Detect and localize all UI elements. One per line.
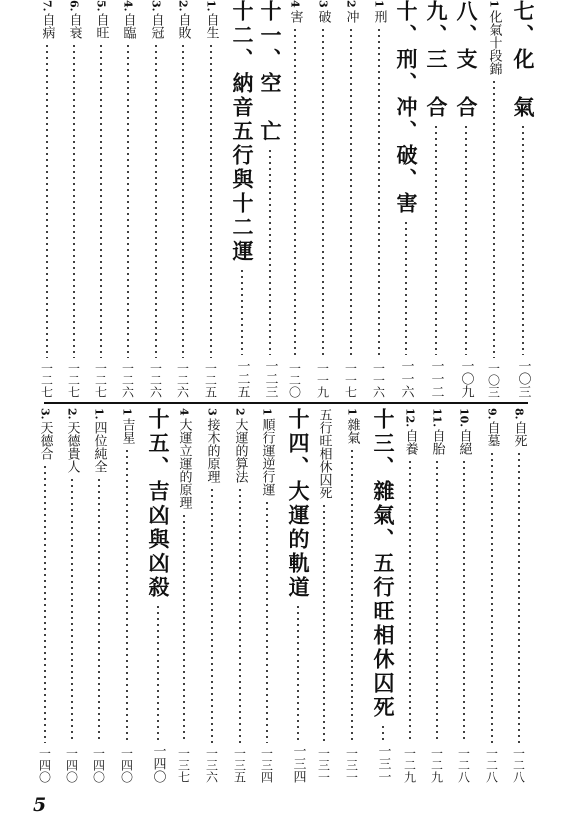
leader-dots xyxy=(453,459,475,743)
toc-heading-14[interactable]: 十四、大運的軌道 一三四 xyxy=(283,408,313,783)
toc-subentry[interactable]: 1 刑 一一六 xyxy=(368,0,390,398)
toc-lower-half xyxy=(0,408,562,783)
leader-dots xyxy=(313,503,335,743)
leader-dots xyxy=(284,27,306,358)
leader-dots xyxy=(451,124,481,355)
leader-dots xyxy=(426,459,448,743)
leader-dots xyxy=(421,124,451,355)
leader-dots xyxy=(36,43,58,358)
toc-subentry[interactable]: 10. 自絕 一二八 xyxy=(453,408,475,783)
leader-dots xyxy=(399,459,421,743)
toc-subentry[interactable]: 1 雜氣 一三一 xyxy=(341,408,363,783)
leader-dots xyxy=(172,43,194,358)
leader-dots xyxy=(368,724,398,740)
leader-dots xyxy=(63,43,85,358)
leader-dots xyxy=(34,464,56,743)
toc-subentry[interactable]: 2 大運的算法 一三五 xyxy=(229,408,251,783)
leader-dots xyxy=(229,487,251,743)
leader-dots xyxy=(341,448,363,743)
leader-dots xyxy=(173,513,195,743)
leader-dots xyxy=(88,477,110,743)
toc-subentry[interactable]: 12. 自養 一二九 xyxy=(399,408,421,783)
leader-dots xyxy=(200,43,222,358)
toc-subentry[interactable]: 1 吉星 一四〇 xyxy=(116,408,138,783)
toc-subentry[interactable]: 2 冲 一一七 xyxy=(340,0,362,398)
leader-dots xyxy=(391,220,421,355)
toc-heading-8[interactable]: 八、支 合 一〇九 xyxy=(451,0,481,398)
toc-subentry[interactable]: 3. 自冠 一二六 xyxy=(145,0,167,398)
toc-heading-13[interactable]: 十三、雜氣、五行旺相休囚死 一三一 xyxy=(368,408,398,783)
toc-subentry[interactable]: 1 順行運逆行運 一三四 xyxy=(256,408,278,783)
toc-heading-12[interactable]: 十二、納音五行與十二運 一二五 xyxy=(227,0,257,398)
leader-dots xyxy=(256,500,278,743)
toc-subentry[interactable]: 1. 自生 一二五 xyxy=(200,0,222,398)
toc-subentry[interactable]: 3. 天德合 一四〇 xyxy=(34,408,56,783)
leader-dots xyxy=(90,43,112,358)
leader-dots xyxy=(61,477,83,743)
toc-subentry[interactable]: 五行旺相休囚死 一三一 xyxy=(313,408,335,783)
toc-subentry[interactable]: 6. 自衰 一二七 xyxy=(63,0,85,398)
leader-dots xyxy=(340,27,362,358)
leader-dots xyxy=(116,448,138,743)
toc-subentry[interactable]: 1. 四位純全 一四〇 xyxy=(88,408,110,783)
toc-subentry[interactable]: 2. 自敗 一二六 xyxy=(172,0,194,398)
toc-subentry[interactable]: 7. 自病 一二七 xyxy=(36,0,58,398)
leader-dots xyxy=(483,79,505,358)
section-divider xyxy=(44,402,528,404)
leader-dots xyxy=(508,124,538,355)
leader-dots xyxy=(255,148,285,355)
leader-dots xyxy=(508,451,530,743)
leader-dots xyxy=(368,27,390,358)
leader-dots xyxy=(481,451,503,743)
toc-subentry[interactable]: 3 接木的原理 一三六 xyxy=(201,408,223,783)
leader-dots xyxy=(312,27,334,358)
leader-dots xyxy=(117,43,139,358)
toc-heading-15[interactable]: 十五、吉凶與凶殺 一四〇 xyxy=(143,408,173,783)
toc-subentry[interactable]: 4 害 一二〇 xyxy=(284,0,306,398)
leader-dots xyxy=(145,43,167,358)
toc-subentry[interactable]: 9. 自墓 一二八 xyxy=(481,408,503,783)
leader-dots xyxy=(201,487,223,743)
toc-upper-half xyxy=(0,0,562,398)
toc-heading-11[interactable]: 十一、空 亡 一二三 xyxy=(255,0,285,398)
toc-subentry[interactable]: 2. 天德貴人 一四〇 xyxy=(61,408,83,783)
toc-heading-10[interactable]: 十、刑、冲、破、害 一一六 xyxy=(391,0,421,398)
toc-subentry[interactable]: 3 破 一一九 xyxy=(312,0,334,398)
toc-subentry[interactable]: 5. 自旺 一二七 xyxy=(90,0,112,398)
leader-dots xyxy=(143,604,173,740)
toc-subentry[interactable]: 11. 自胎 一二九 xyxy=(426,408,448,783)
page-number: 5 xyxy=(33,794,47,816)
leader-dots xyxy=(283,604,313,740)
toc-heading-9[interactable]: 九、三 合 一一二 xyxy=(421,0,451,398)
toc-subentry[interactable]: 4 大運立運的原理 一三七 xyxy=(173,408,195,783)
toc-heading-7[interactable]: 七、化 氣 一〇三 xyxy=(508,0,538,398)
toc-subentry[interactable]: 8. 自死 一二八 xyxy=(508,408,530,783)
toc-subentry[interactable]: 4. 自臨 一二六 xyxy=(117,0,139,398)
toc-subentry[interactable]: 1 化氣十段錦 一〇三 xyxy=(483,0,505,398)
leader-dots xyxy=(227,268,257,355)
